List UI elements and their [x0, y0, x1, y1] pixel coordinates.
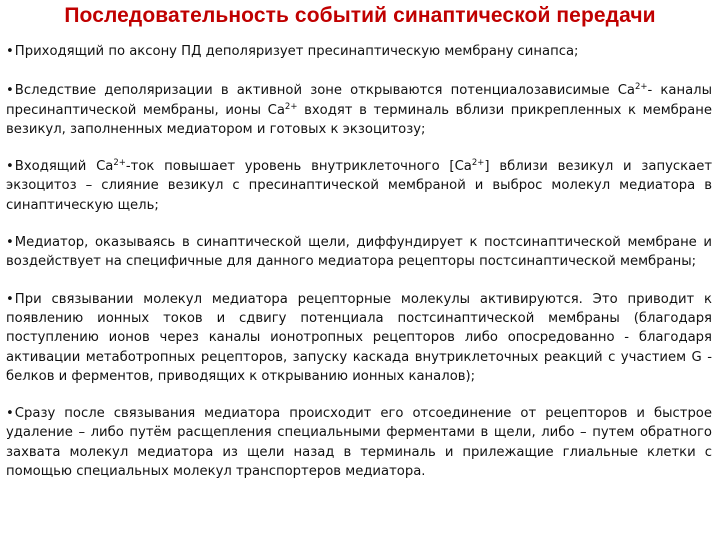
paragraph-text: - каналы пресинаптической мембраны, ионы Са — [6, 83, 712, 118]
paragraph-text: При связывании молекул медиатора рецепторные молекулы активируются. Это приводит к появлению ионных токов и сдвигу потенциала постсинаптической мембраны (благодаря поступлению ионов через каналы ионотропных рецепторов либо опосредованно - благодаря активации метаботропных рецепторов, запуску каскада внутриклеточных реакций с участием G - белков и ферментов, приводящих к открыванию ионных каналов); — [6, 291, 712, 384]
bullet-paragraph — [6, 233, 712, 272]
bullet-marker: • — [6, 44, 14, 59]
paragraph-text: Сразу после связывания медиатора происходит его отсоединение от рецепторов и быстрое удаление – либо путём расщепления специальными ферментами в щели, либо – путем обратного захвата молекул медиатора из щели назад в терминаль и прилежащие глиальные клетки с помощью специальных молекул транспортеров медиатора. — [6, 406, 712, 480]
bullet-marker: • — [6, 83, 14, 99]
superscript-charge: 2+ — [284, 101, 298, 112]
paragraph-text: входят в терминаль вблизи прикрепленных к мембране везикул, заполненных медиатором и готовых к экзоцитозу; — [6, 102, 712, 137]
bullet-marker: • — [6, 291, 14, 307]
paragraph-text: Приходящий по аксону ПД деполяризует пресинаптическую мембрану синапса; — [14, 44, 579, 59]
slide-title: Последовательность событий синаптической передачи — [64, 4, 656, 27]
bullet-marker: • — [6, 406, 14, 422]
bullet-list — [6, 42, 712, 499]
bullet-marker: • — [6, 159, 14, 175]
bullet-paragraph — [6, 157, 712, 215]
paragraph-text: Вследствие деполяризации в активной зоне открываются потенциалозависимые Са — [14, 83, 635, 99]
paragraph-text: ] вблизи везикул и запускает экзоцитоз – слияние везикул с пресинаптической мембраной и выброс молекул медиатора в синаптическую щель; — [6, 159, 713, 213]
paragraph-text: -ток повышает уровень внутриклеточного [Са — [125, 159, 472, 175]
paragraph-text: Медиатор, оказываясь в синаптической щели, диффундирует к постсинаптической мембране и воздействует на специфичные для данного медиатора рецепторы постсинаптической мембраны; — [6, 235, 712, 270]
bullet-paragraph — [6, 42, 712, 61]
bullet-marker: • — [6, 235, 14, 251]
bullet-paragraph — [6, 404, 712, 481]
paragraph-text: Входящий Са — [14, 159, 114, 175]
superscript-charge: 2+ — [471, 158, 485, 169]
superscript-charge: 2+ — [113, 158, 126, 169]
superscript-charge: 2+ — [634, 82, 648, 93]
bullet-paragraph — [6, 290, 712, 386]
bullet-paragraph — [6, 81, 712, 139]
